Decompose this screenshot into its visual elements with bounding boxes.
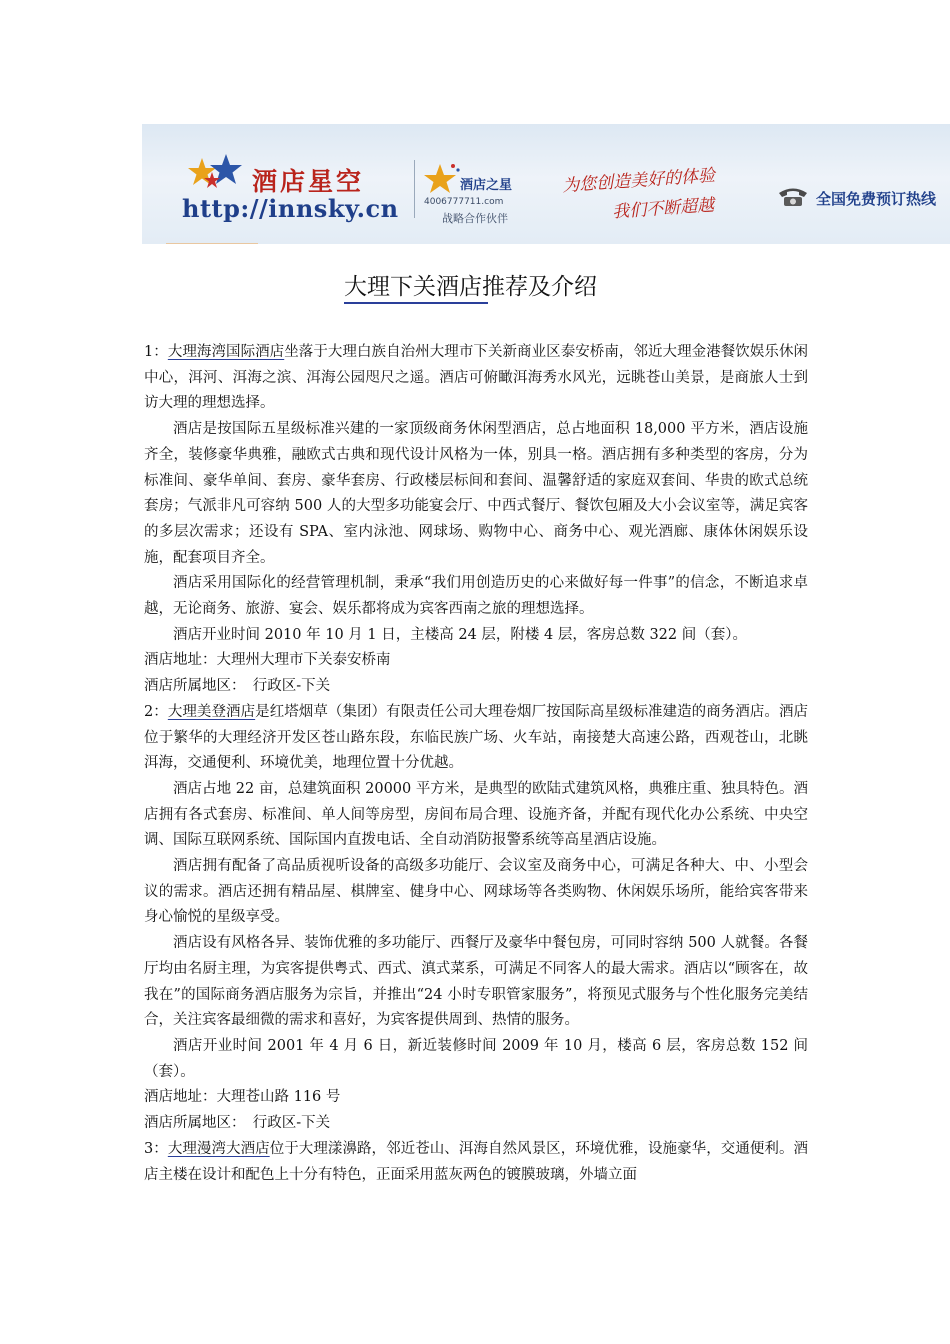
partner-star-icon xyxy=(420,160,462,200)
hotel-3-intro xyxy=(144,1137,808,1188)
hotel-1-intro xyxy=(144,340,808,417)
site-banner[interactable] xyxy=(142,124,950,244)
hotel-2-paragraph: 酒店设有风格各异、装饰优雅的多功能厅、西餐厅及豪华中餐包房，可同时容纳 500 人就餐。各餐厅均由名厨主理，为宾客提供粤式、西式、滇式菜系，可满足不同客人的最大需求。酒店以“顾客在，故我在”的国际商务酒店服务为宗旨，并推出“24 小时专职管家服务”，将预见式服务与个性化服务完美结合，关注宾客最细微的需求和喜好，为宾客提供周到、热情的服务。 xyxy=(144,935,808,1029)
hotel-2-region: 酒店所属地区： 行政区-下关 xyxy=(144,1115,331,1132)
partner-phone: 4006777711.com xyxy=(424,197,504,207)
hotel-1-address: 酒店地址：大理州大理市下关泰安桥南 xyxy=(144,652,391,669)
hotel-2-paragraph: 酒店拥有配备了高品质视听设备的高级多功能厅、会议室及商务中心，可满足各种大、中、小型会议的需求。酒店还拥有精品屋、棋牌室、健身中心、网球场等各类购物、休闲娱乐场所，能给宾客带来身心愉悦的星级享受。 xyxy=(144,858,808,926)
slogan-line-2: 我们不断超越 xyxy=(611,195,715,223)
hotel-number: 2： xyxy=(144,703,168,720)
hotel-3-link[interactable]: 大理漫湾大酒店 xyxy=(167,1140,270,1157)
document-body xyxy=(144,340,808,1188)
banner-rule xyxy=(166,243,258,244)
hotel-1-paragraph: 酒店是按国际五星级标准兴建的一家顶级商务休闲型酒店，总占地面积 18,000 平方米，酒店设施齐全，装修豪华典雅，融欧式古典和现代设计风格为一体，别具一格。酒店拥有多种类型的客房，分为标准间、豪华单间、套房、豪华套房、行政楼层标间和套间、温馨舒适的家庭双套间、华贵的欧式总统套房；气派非凡可容纳 500 人的大型多功能宴会厅、中西式餐厅、餐饮包厢及大小会议室等，满足宾客的多层次需求；还设有 SPA、室内泳池、网球场、购物中心、商务中心、观光酒廊、康体休闲娱乐设施，配套项目齐全。 xyxy=(144,421,808,566)
brand-name: 酒店星空 xyxy=(252,167,365,196)
hotel-1-paragraph: 酒店开业时间 2010 年 10 月 1 日，主楼高 24 层，附楼 4 层，客房总数 322 间（套）。 xyxy=(173,626,747,643)
hotel-intro-text: 坐落于大理白族自治州大理市下关新商业区泰安桥南，邻近大理金港餐饮娱乐休闲中心，洱河、洱海之滨、洱海公园咫尺之遥。酒店可俯瞰洱海秀水风光，远眺苍山美景，是商旅人士到访大理的理想选择。 xyxy=(144,344,808,412)
partner-name: 酒店之星 xyxy=(460,178,513,193)
site-url[interactable]: http://innsky.cn xyxy=(182,194,399,223)
hotel-2-link[interactable]: 大理美登酒店 xyxy=(167,703,256,720)
partner-tag: 战略合作伙伴 xyxy=(442,212,508,225)
telephone-icon xyxy=(776,184,810,208)
hotel-2-address: 酒店地址：大理苍山路 116 号 xyxy=(144,1089,341,1106)
booking-hotline: 全国免费预订热线 xyxy=(816,190,937,208)
hotel-number: 1： xyxy=(144,344,168,360)
title-underline xyxy=(344,302,488,304)
hotel-2-paragraph: 酒店开业时间 2001 年 4 月 6 日，新近装修时间 2009 年 10 月，楼高 6 层，客房总数 152 间（套）。 xyxy=(144,1037,808,1080)
hotel-1-link[interactable]: 大理海湾国际酒店 xyxy=(167,344,285,360)
hotel-intro-text: 是红塔烟草（集团）有限责任公司大理卷烟厂按国际高星级标准建造的商务酒店。酒店位于繁华的大理经济开发区苍山路东段，东临民族广场、火车站，南接楚大高速公路，西观苍山，北眺洱海，交通便利、环境优美，地理位置十分优越。 xyxy=(144,703,809,772)
banner-divider xyxy=(414,160,415,218)
hotel-2-paragraph: 酒店占地 22 亩，总建筑面积 20000 平方米，是典型的欧陆式建筑风格，典雅庄重、独具特色。酒店拥有各式套房、标准间、单人间等房型，房间布局合理、设施齐备，并配有现代化办公系统、中央空调、国际互联网系统、国际国内直拨电话、全自动消防报警系统等高星酒店设施。 xyxy=(144,780,808,849)
slogan-line-1: 为您创造美好的体验 xyxy=(561,165,716,197)
page-title: 大理下关酒店推荐及介绍 xyxy=(344,274,597,300)
hotel-1-paragraph: 酒店采用国际化的经营管理机制，秉承“我们用创造历史的心来做好每一件事”的信念，不断追求卓越，无论商务、旅游、宴会、娱乐都将成为宾客西南之旅的理想选择。 xyxy=(144,575,808,618)
hotel-number: 3： xyxy=(144,1140,168,1157)
hotel-intro-text: 位于大理漾濞路，邻近苍山、洱海自然风景区，环境优雅，设施豪华，交通便利。酒店主楼在设计和配色上十分有特色，正面采用蓝灰两色的镀膜玻璃，外墙立面 xyxy=(144,1140,808,1183)
stars-logo-icon xyxy=(186,152,248,198)
hotel-1-region: 酒店所属地区： 行政区-下关 xyxy=(144,678,331,695)
hotel-2-intro xyxy=(144,700,808,777)
